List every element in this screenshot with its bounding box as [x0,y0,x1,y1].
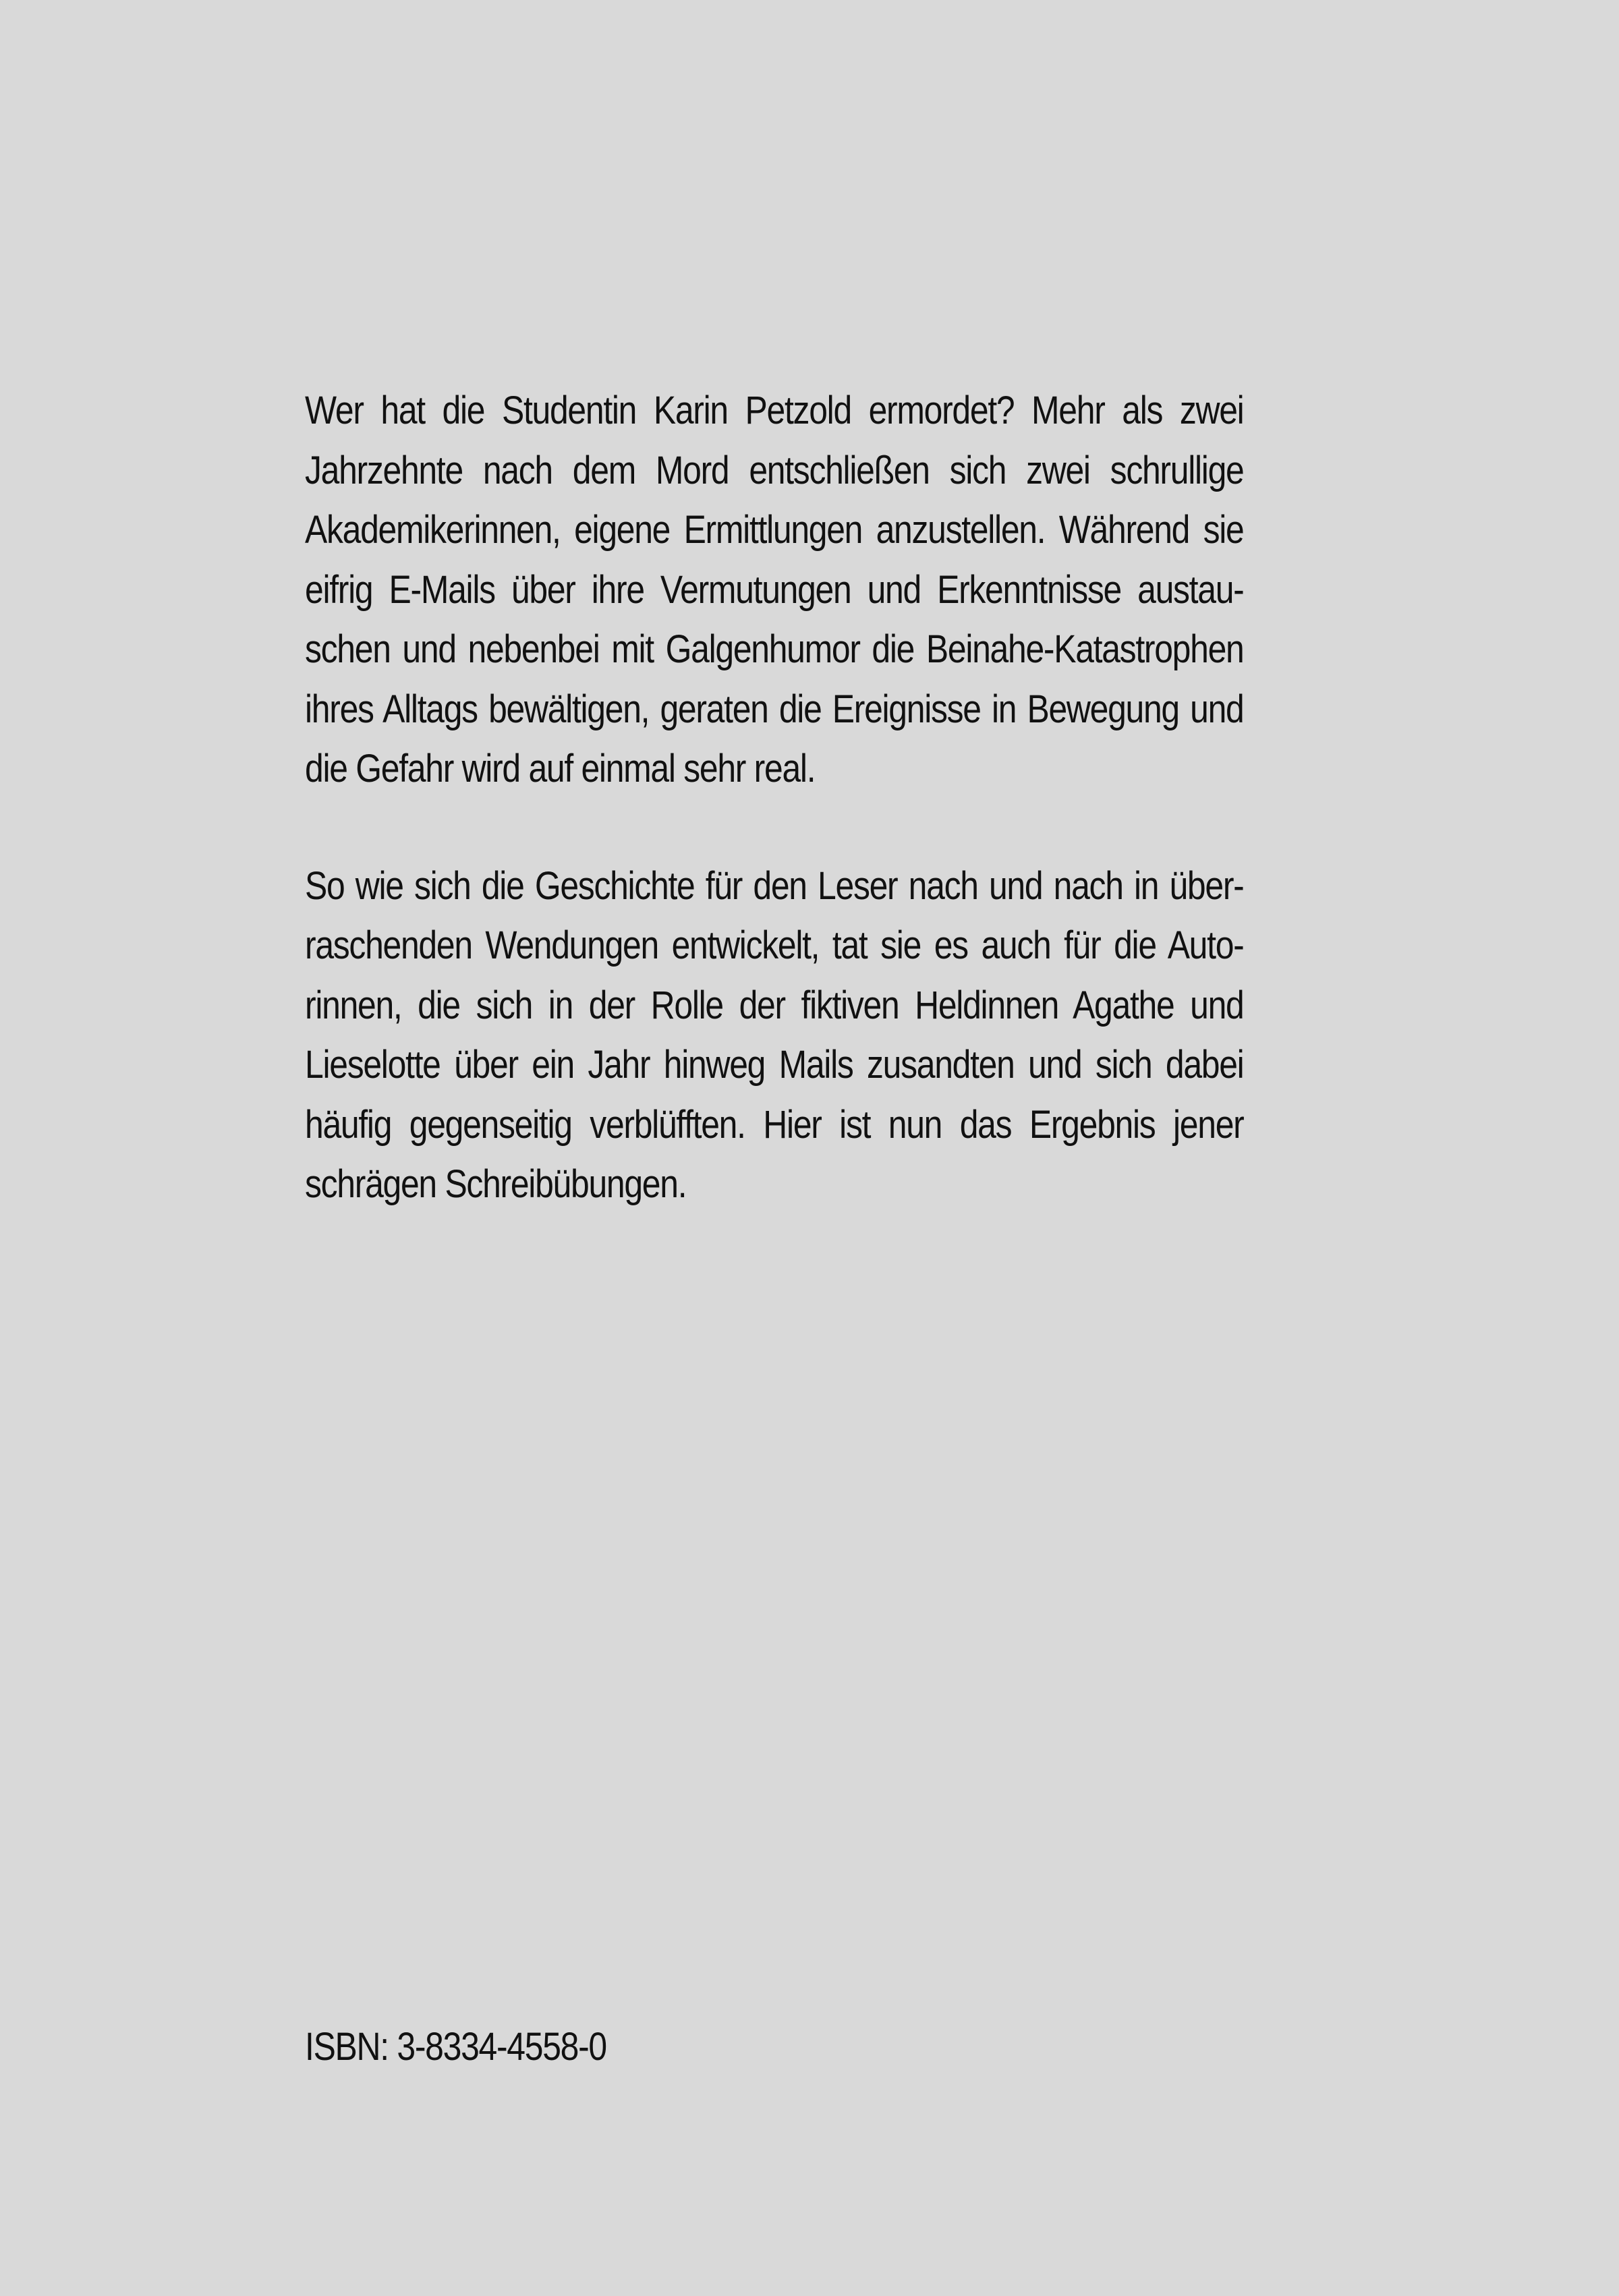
text-line: Wer hat die Studentin Karin Petzold ermordet? Mehr als zwei [305,389,1244,432]
blurb-paragraph-2 [305,857,1243,1215]
blurb-text [305,381,1244,1215]
isbn-number: ISBN: 3-8334-4558-0 [305,2025,606,2069]
text-line: ihres Alltags bewältigen, geraten die Ereignisse in Bewegung und [305,687,1244,731]
text-line: häufig gegenseitig verblüfften. Hier ist nun das Ergebnis jener [305,1102,1244,1147]
text-line: raschenden Wendungen entwickelt, tat sie es auch für die Auto- [305,923,1244,967]
text-line: Jahrzehnte nach dem Mord entschließen sich zwei schrullige [305,448,1244,492]
text-line: schen und nebenbei mit Galgenhumor die Beinahe-Katastrophen [305,627,1244,671]
text-line: die Gefahr wird auf einmal sehr real. [305,747,816,791]
text-line: Akademikerinnen, eigene Ermittlungen anzustellen. Während sie [305,508,1244,552]
text-line: schrägen Schreibübungen. [305,1162,687,1206]
text-line: Lieselotte über ein Jahr hinweg Mails zusandten und sich dabei [305,1043,1244,1087]
blurb-paragraph-1 [305,381,1243,799]
text-line: So wie sich die Geschichte für den Leser nach und nach in über- [305,863,1244,908]
text-line: eifrig E-Mails über ihre Vermutungen und Erkenntnisse austau- [305,567,1244,612]
text-line: rinnen, die sich in der Rolle der fiktiven Heldinnen Agathe und [305,983,1244,1027]
